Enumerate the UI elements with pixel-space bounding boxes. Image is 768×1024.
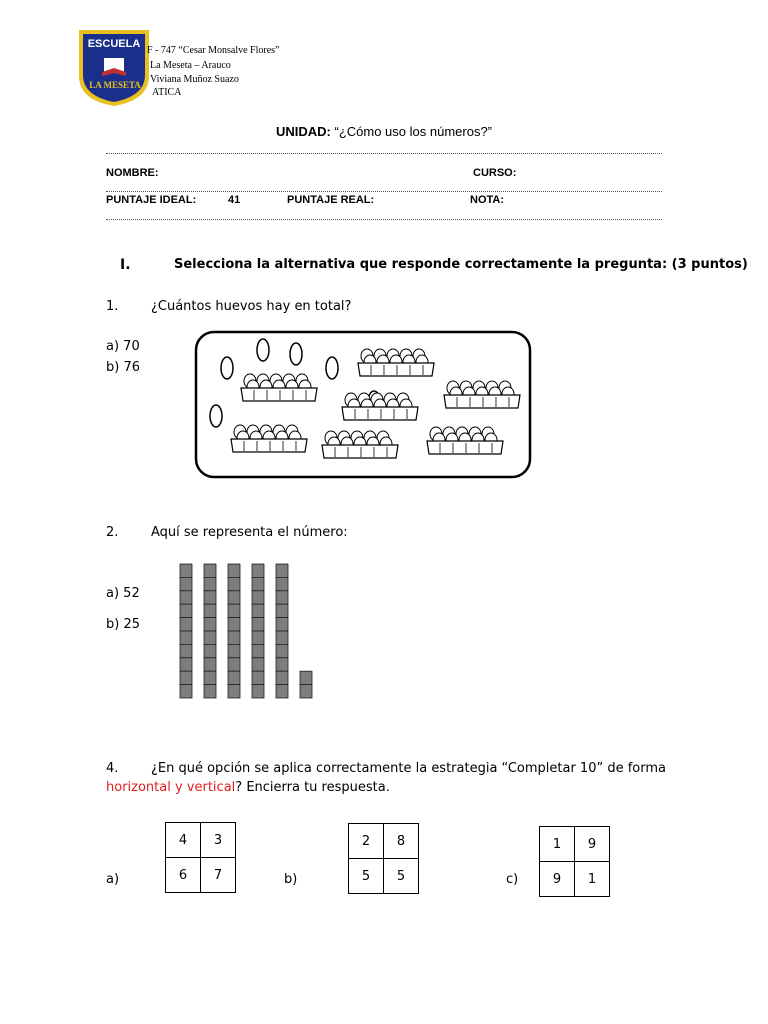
grid-cell: 9 bbox=[540, 862, 575, 897]
grid-cell: 8 bbox=[384, 824, 419, 859]
section-number: I. bbox=[120, 257, 131, 273]
name-label: NOMBRE: bbox=[106, 167, 159, 179]
grid-cell: 7 bbox=[201, 858, 236, 893]
loose-egg bbox=[290, 343, 302, 365]
course-label: CURSO: bbox=[473, 167, 517, 179]
egg-carton bbox=[444, 381, 520, 408]
q2-number: 2. bbox=[106, 525, 119, 540]
grid-cell: 2 bbox=[349, 824, 384, 859]
divider bbox=[106, 191, 662, 192]
q1-option-b[interactable]: b) 76 bbox=[106, 360, 140, 375]
logo-text-bottom: LA MESETA bbox=[89, 80, 141, 90]
egg-carton bbox=[231, 425, 307, 452]
ideal-score-label: PUNTAJE IDEAL: bbox=[106, 194, 197, 206]
loose-egg bbox=[326, 357, 338, 379]
unit-title bbox=[0, 124, 768, 139]
egg-carton bbox=[427, 427, 503, 454]
grid-cell: 1 bbox=[540, 827, 575, 862]
egg-carton bbox=[322, 431, 398, 458]
q4-text-line2 bbox=[106, 780, 390, 795]
logo-text-top: ESCUELA bbox=[87, 38, 141, 50]
q4-option-c-grid[interactable] bbox=[539, 826, 610, 897]
q4-option-a-label[interactable]: a) bbox=[106, 872, 120, 887]
base-ten-blocks bbox=[176, 562, 322, 702]
teacher-line: Viviana Muñoz Suazo bbox=[150, 74, 239, 85]
egg-carton bbox=[241, 374, 317, 401]
q4-number: 4. bbox=[106, 761, 119, 776]
egg-carton bbox=[358, 349, 434, 376]
real-score-label: PUNTAJE REAL: bbox=[287, 194, 375, 206]
grid-cell: 1 bbox=[575, 862, 610, 897]
q4-option-c-label[interactable]: c) bbox=[506, 872, 519, 887]
grid-cell: 3 bbox=[201, 823, 236, 858]
grid-cell: 9 bbox=[575, 827, 610, 862]
q4-text-end: ? Encierra tu respuesta. bbox=[235, 780, 390, 795]
loose-egg bbox=[257, 339, 269, 361]
school-logo bbox=[76, 28, 152, 108]
unit-label: UNIDAD: bbox=[275, 124, 331, 139]
grid-cell: 5 bbox=[349, 859, 384, 894]
eggs-illustration bbox=[194, 330, 532, 480]
q2-option-b[interactable]: b) 25 bbox=[106, 617, 140, 632]
grid-cell: 5 bbox=[384, 859, 419, 894]
divider bbox=[106, 153, 662, 154]
unit-cube bbox=[300, 671, 312, 684]
q4-text-red: horizontal y vertical bbox=[106, 780, 236, 795]
ten-rod bbox=[228, 564, 240, 698]
ten-rod bbox=[180, 564, 192, 698]
grade-label: NOTA: bbox=[470, 194, 505, 206]
blocks-layer bbox=[180, 564, 312, 698]
grid-cell: 6 bbox=[166, 858, 201, 893]
divider bbox=[106, 219, 662, 220]
egg-carton bbox=[342, 393, 418, 420]
q4-option-a-grid[interactable] bbox=[165, 822, 236, 893]
subject-line: ATICA bbox=[152, 87, 182, 98]
section-title: Selecciona la alternativa que responde correctamente la pregunta: (3 puntos) bbox=[174, 257, 748, 272]
loose-egg bbox=[210, 405, 222, 427]
unit-cube bbox=[300, 685, 312, 698]
ideal-score-value: 41 bbox=[228, 194, 241, 206]
grid-cell: 4 bbox=[166, 823, 201, 858]
q4-text bbox=[151, 761, 671, 776]
q4-text-start: ¿En qué opción se aplica correctamente la estrategia “Completar 10” de forma bbox=[151, 761, 666, 776]
q2-text: Aquí se representa el número: bbox=[151, 525, 348, 540]
location-line: La Meseta – Arauco bbox=[150, 60, 231, 71]
school-line: F - 747 “Cesar Monsalve Flores” bbox=[147, 45, 280, 56]
q1-number: 1. bbox=[106, 299, 119, 314]
ten-rod bbox=[276, 564, 288, 698]
unit-name: “¿Cómo uso los números?” bbox=[334, 124, 492, 139]
q1-option-a[interactable]: a) 70 bbox=[106, 339, 140, 354]
q1-text: ¿Cuántos huevos hay en total? bbox=[151, 299, 352, 314]
ten-rod bbox=[204, 564, 216, 698]
q4-option-b-label[interactable]: b) bbox=[284, 872, 298, 887]
q4-option-b-grid[interactable] bbox=[348, 823, 419, 894]
q2-option-a[interactable]: a) 52 bbox=[106, 586, 140, 601]
loose-egg bbox=[221, 357, 233, 379]
ten-rod bbox=[252, 564, 264, 698]
